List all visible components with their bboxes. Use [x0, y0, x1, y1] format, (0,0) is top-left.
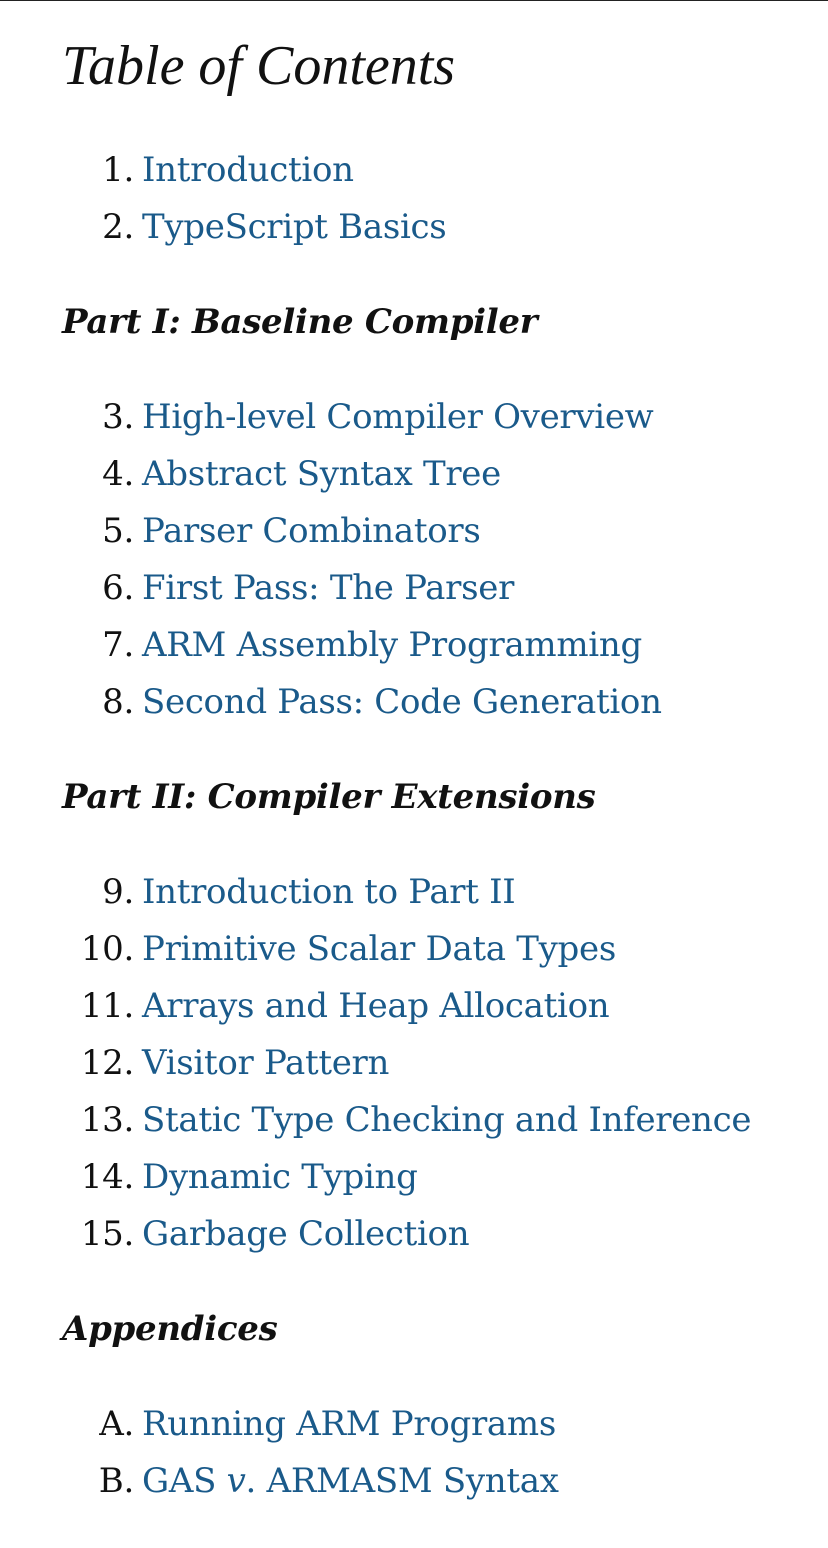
- link-text-part: . ARMASM Syntax: [245, 1461, 559, 1501]
- appendices-section: [62, 1309, 277, 1349]
- item-number: 9.: [102, 872, 134, 912]
- toc-link-gas-armasm[interactable]: [142, 1461, 559, 1501]
- toc-link-running-arm[interactable]: Running ARM Programs: [142, 1404, 556, 1444]
- item-number: 4.: [102, 454, 134, 494]
- item-number: 10.: [80, 929, 134, 969]
- item-number: 5.: [102, 511, 134, 551]
- toc-link-visitor-pattern[interactable]: Visitor Pattern: [142, 1043, 390, 1083]
- item-number: 6.: [102, 568, 134, 608]
- part1-heading: Part I: Baseline Compiler: [62, 302, 538, 342]
- toc-link-typescript-basics[interactable]: TypeScript Basics: [142, 207, 447, 247]
- toc-link-intro-part2[interactable]: Introduction to Part II: [142, 872, 516, 912]
- toc-link-introduction[interactable]: Introduction: [142, 150, 354, 190]
- toc-link-scalar-types[interactable]: Primitive Scalar Data Types: [142, 929, 616, 969]
- item-number: 8.: [102, 682, 134, 722]
- page-title: Table of Contents: [62, 35, 456, 97]
- item-number: 15.: [80, 1214, 134, 1254]
- toc-link-type-checking[interactable]: Static Type Checking and Inference: [142, 1100, 752, 1140]
- link-text-part-italic: v: [226, 1461, 246, 1501]
- toc-link-second-pass[interactable]: Second Pass: Code Generation: [142, 682, 662, 722]
- top-rule: [0, 0, 828, 1]
- part2-heading: Part II: Compiler Extensions: [62, 777, 596, 817]
- item-number: 1.: [102, 150, 134, 190]
- item-number: B.: [98, 1461, 134, 1501]
- item-number: 14.: [80, 1157, 134, 1197]
- item-number: 2.: [102, 207, 134, 247]
- part2-section: [62, 777, 595, 817]
- appendices-heading: Appendices: [62, 1309, 278, 1349]
- item-number: A.: [99, 1404, 134, 1444]
- toc-link-arm-assembly[interactable]: ARM Assembly Programming: [142, 625, 642, 665]
- item-number: 3.: [102, 397, 134, 437]
- toc-link-garbage-collection[interactable]: Garbage Collection: [142, 1214, 470, 1254]
- toc-link-first-pass[interactable]: First Pass: The Parser: [142, 568, 515, 608]
- item-number: 7.: [102, 625, 134, 665]
- toc-link-compiler-overview[interactable]: High-level Compiler Overview: [142, 397, 654, 437]
- toc-link-dynamic-typing[interactable]: Dynamic Typing: [142, 1157, 418, 1197]
- part1-section: [62, 302, 537, 342]
- item-number: 13.: [80, 1100, 134, 1140]
- toc-link-parser-combinators[interactable]: Parser Combinators: [142, 511, 481, 551]
- link-text-part: GAS: [142, 1461, 227, 1501]
- item-number: 12.: [80, 1043, 134, 1083]
- item-number: 11.: [80, 986, 134, 1026]
- toc-link-arrays-heap[interactable]: Arrays and Heap Allocation: [142, 986, 610, 1026]
- toc-link-abstract-syntax-tree[interactable]: Abstract Syntax Tree: [142, 454, 501, 494]
